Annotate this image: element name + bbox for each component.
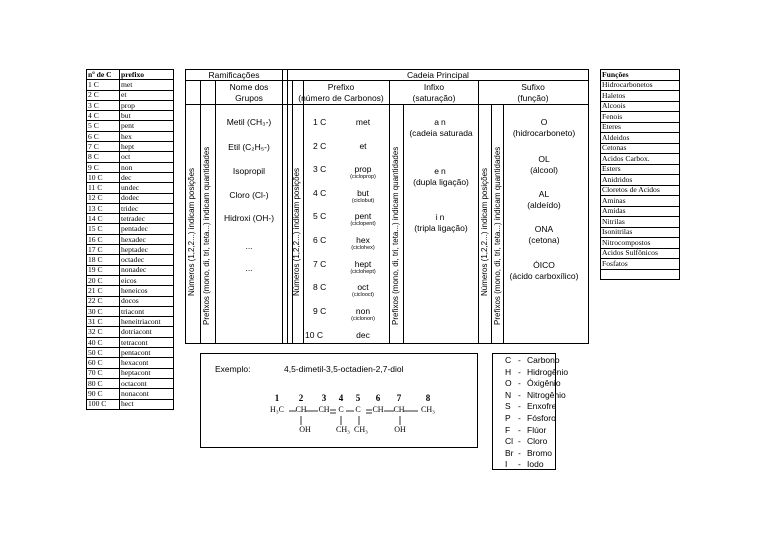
divider — [185, 104, 589, 105]
table-row — [601, 227, 680, 238]
chain-atom: CH — [372, 405, 384, 414]
carbon-number: 3 — [321, 393, 327, 403]
carbon-count-cell: 13 C — [87, 203, 120, 213]
table-row — [87, 286, 174, 296]
function-cell: Nitrilas — [601, 217, 680, 228]
carbon-count-cell: 80 C — [87, 378, 120, 388]
table-row — [601, 217, 680, 228]
prefix-cell: dodec — [120, 193, 174, 203]
table-row — [601, 101, 680, 112]
table-row — [87, 203, 174, 213]
prefix-cell: et — [120, 90, 174, 100]
table-row — [87, 100, 174, 110]
carbon-count-cell: 8 C — [87, 152, 120, 162]
function-cell: Aldeidos — [601, 133, 680, 144]
prefix-cell: tridec — [120, 203, 174, 213]
vertical-note-numeros: Números (1,2,2...) indicam posições — [292, 167, 301, 296]
table-row — [87, 172, 174, 182]
carbon-count-cell: 16 C — [87, 234, 120, 244]
function-cell: Eteres — [601, 122, 680, 133]
chain-atom: CH — [295, 405, 307, 414]
function-cell: Hidrocarbonetos — [601, 80, 680, 91]
carbon-prefix: but — [357, 187, 369, 198]
carbon-count-cell: 10 C — [87, 172, 120, 182]
prefix-cell: dec — [120, 172, 174, 182]
nome-grupos-header: Nome dos — [229, 82, 269, 92]
prefix-cell: eicos — [120, 275, 174, 285]
prefix-cell: pentacont — [120, 348, 174, 358]
element-symbol: O — [505, 378, 512, 389]
chain-atom: H₃C — [270, 405, 284, 414]
prefix-cell: nonacont — [120, 389, 174, 399]
divider — [303, 80, 304, 344]
vertical-note-prefixos: Prefixos (mono, di, tri, teta...) indicam quantidades — [202, 146, 211, 325]
suffix: OL — [538, 154, 550, 164]
function-cell: Alcoois — [601, 101, 680, 112]
group-name: ... — [245, 241, 253, 251]
carbon-count-cell: 6 C — [87, 131, 120, 141]
separator-dash: - — [518, 447, 521, 458]
element-name: Fósforo — [527, 413, 556, 423]
table-row — [601, 133, 680, 144]
table-row — [87, 131, 174, 141]
substituent: CH₃ — [336, 425, 350, 434]
function-cell: Acidos Sulfônicos — [601, 248, 680, 259]
element-symbol: P — [505, 413, 511, 423]
carbon-count-cell: 4 C — [87, 111, 120, 121]
table-row — [87, 348, 174, 358]
group-name: Hidroxi (OH-) — [223, 213, 275, 223]
table-header-row — [87, 70, 174, 80]
function-cell: Amidas — [601, 206, 680, 217]
prefix-cell: prop — [120, 100, 174, 110]
example-compound-name: 4,5-dimetil-3,5-octadien-2,7-diol — [284, 364, 404, 374]
prefix-cell: triacont — [120, 306, 174, 316]
table-row — [601, 164, 680, 175]
cyclo-prefix: (ciclopent) — [350, 221, 376, 228]
table-row — [601, 80, 680, 91]
prefix-cell: heneicos — [120, 286, 174, 296]
table-row — [87, 80, 174, 90]
function-cell: Nitrocompostos — [601, 238, 680, 249]
separator-dash: - — [518, 366, 521, 377]
element-name: Iodo — [527, 459, 544, 470]
carbon-number: 1 — [274, 393, 280, 403]
table-row — [87, 389, 174, 399]
element-symbol: C — [505, 355, 512, 365]
infix: in — [435, 212, 447, 222]
table-row — [87, 265, 174, 275]
function-cell: Cloretos de Acidos — [601, 185, 680, 196]
carbon-number: 2 — [298, 393, 304, 403]
divider — [287, 69, 288, 344]
infixo-header: (saturação) — [412, 93, 456, 103]
divider — [403, 104, 404, 344]
prefix-cell: dotriacont — [120, 327, 174, 337]
table-row — [87, 193, 174, 203]
element-symbol: S — [505, 401, 511, 412]
table-row — [601, 175, 680, 186]
carbon-prefix: pent — [354, 211, 372, 222]
prefix-cell: nonadec — [120, 265, 174, 275]
cyclo-prefix: (ciclooct) — [351, 292, 375, 299]
suffix-desc: (hidrocarboneto) — [512, 128, 576, 138]
divider — [389, 80, 390, 344]
element-name: Enxofre — [527, 401, 557, 412]
function-cell: Isonitrilas — [601, 227, 680, 238]
carbon-prefix-table — [86, 69, 174, 410]
element-symbol: H — [505, 366, 512, 377]
chain-atom: CH — [393, 405, 405, 414]
prefix-cell: tetracont — [120, 337, 174, 347]
infix-desc: (dupla ligação) — [413, 177, 469, 187]
suffix-desc: (cetona) — [528, 235, 560, 245]
suffix: O — [540, 117, 548, 127]
prefix-cell: docos — [120, 296, 174, 306]
carbon-count: 1 C — [313, 117, 327, 127]
table-row — [87, 214, 174, 224]
carbon-count-cell: 50 C — [87, 348, 120, 358]
infix: en — [434, 166, 448, 176]
divider — [282, 69, 283, 344]
table-row — [601, 185, 680, 196]
vertical-note-prefixos: Prefixos (mono, di, tri, teta...) indicam quantidades — [391, 146, 400, 325]
element-name: Flúor — [527, 424, 547, 435]
divider — [200, 80, 201, 344]
carbon-count: 6 C — [313, 235, 327, 245]
prefix-cell: met — [120, 80, 174, 90]
function-cell: Haletos — [601, 91, 680, 102]
carbon-count-cell: 19 C — [87, 265, 120, 275]
separator-dash: - — [518, 355, 521, 365]
column-header-functions: Funções — [601, 70, 680, 81]
prefix-cell: undec — [120, 183, 174, 193]
infix-desc: (cadeia saturada — [409, 128, 473, 138]
vertical-note-numeros: Números (1,2,2...) indicam posições — [480, 167, 489, 296]
carbon-number: 5 — [355, 393, 361, 403]
carbon-count-cell: 70 C — [87, 368, 120, 378]
table-row — [601, 112, 680, 123]
prefix-cell: heptacont — [120, 368, 174, 378]
vertical-note-prefixos: Prefixos (mono, di, tri, teta...) indicam quantidades — [493, 146, 502, 325]
suffix-desc: (álcool) — [530, 165, 558, 175]
example-label: Exemplo: — [215, 364, 251, 374]
carbon-prefix: oct — [357, 282, 369, 293]
element-name: Nitrogênio — [527, 389, 566, 400]
function-cell: Cetonas — [601, 143, 680, 154]
prefix-cell: heneitriacont — [120, 317, 174, 327]
table-row — [87, 121, 174, 131]
carbon-count: 5 C — [313, 211, 327, 222]
prefix-cell: hect — [120, 399, 174, 409]
ramificacoes-title: Ramificações — [208, 70, 260, 80]
carbon-count: 4 C — [313, 187, 327, 198]
carbon-count-cell: 3 C — [87, 100, 120, 110]
suffix-desc: (aldeído) — [527, 200, 561, 210]
substituent: OH — [299, 425, 311, 434]
carbon-count-cell: 40 C — [87, 337, 120, 347]
prefix-cell: hex — [120, 131, 174, 141]
table-row — [87, 162, 174, 172]
functions-table — [600, 69, 680, 280]
infixo-header: Infixo — [423, 82, 445, 92]
prefix-cell: hept — [120, 142, 174, 152]
group-name: Isopropil — [232, 166, 266, 176]
prefixo-header: (número de Carbonos) — [298, 93, 384, 103]
group-name: Etil (C₂H₅-) — [228, 142, 270, 152]
table-row — [87, 378, 174, 388]
table-row — [601, 122, 680, 133]
carbon-count-cell: 14 C — [87, 214, 120, 224]
carbon-count-cell: 9 C — [87, 162, 120, 172]
cyclo-prefix: (ciclohex) — [351, 245, 375, 251]
prefixo-header: Prefixo — [327, 82, 355, 92]
carbon-count-cell: 22 C — [87, 296, 120, 306]
carbon-count: 3 C — [313, 164, 327, 175]
separator-dash: - — [518, 389, 521, 400]
element-symbol: I — [505, 459, 508, 470]
carbon-count: 9 C — [313, 305, 327, 316]
carbon-prefix: dec — [356, 330, 370, 340]
carbon-count-cell: 5 C — [87, 121, 120, 131]
function-cell: Fosfatos — [601, 259, 680, 270]
carbon-number: 4 — [338, 393, 344, 403]
divider — [478, 80, 479, 344]
carbon-count-cell: 32 C — [87, 327, 120, 337]
prefix-cell: pent — [120, 121, 174, 131]
table-row — [601, 259, 680, 270]
prefix-cell: heptadec — [120, 245, 174, 255]
element-name: Cloro — [527, 436, 548, 447]
element-name: Carbono — [527, 355, 560, 365]
column-header-prefix: prefixo — [120, 70, 174, 80]
table-row — [87, 224, 174, 234]
chain-atom: C — [338, 405, 344, 414]
function-cell: Esters — [601, 164, 680, 175]
sufixo-header: (função) — [517, 93, 549, 103]
structural-bonds — [200, 353, 478, 448]
element-name: Bromo — [527, 447, 553, 458]
infix: an — [434, 117, 448, 127]
substituent: CH₃ — [354, 425, 368, 434]
carbon-prefix: hex — [356, 235, 370, 245]
table-row — [87, 275, 174, 285]
element-name: Hidrogênio — [527, 366, 569, 377]
separator-dash: - — [518, 459, 521, 470]
prefix-cell: octacont — [120, 378, 174, 388]
carbon-number: 7 — [396, 393, 402, 403]
table-row — [87, 327, 174, 337]
carbon-count-cell: 30 C — [87, 306, 120, 316]
table-row — [87, 368, 174, 378]
table-row — [601, 238, 680, 249]
suffix: ÓICO — [533, 260, 555, 270]
carbon-count-cell: 12 C — [87, 193, 120, 203]
element-symbol: F — [505, 424, 511, 435]
carbon-count: 7 C — [313, 258, 327, 269]
function-cell: Anidridos — [601, 175, 680, 186]
table-header-row — [601, 70, 680, 81]
group-name: Metil (CH₃-) — [226, 117, 272, 127]
function-cell — [601, 269, 680, 280]
element-name: Óxigênio — [527, 378, 561, 389]
separator-dash: - — [518, 401, 521, 412]
prefix-cell: non — [120, 162, 174, 172]
carbon-count-cell: 18 C — [87, 255, 120, 265]
table-row — [87, 306, 174, 316]
carbon-prefix: prop — [354, 164, 372, 175]
carbon-prefix: et — [359, 140, 367, 151]
carbon-count-cell: 2 C — [87, 90, 120, 100]
carbon-prefix: non — [355, 305, 371, 316]
table-row — [87, 255, 174, 265]
table-row — [87, 183, 174, 193]
suffix: ONA — [534, 224, 554, 234]
table-row — [87, 152, 174, 162]
sufixo-header: Sufixo — [521, 82, 545, 92]
table-row — [601, 248, 680, 259]
substituent: OH — [394, 425, 406, 434]
table-row — [87, 358, 174, 368]
divider — [215, 80, 216, 344]
prefix-cell: octadec — [120, 255, 174, 265]
table-row — [601, 154, 680, 165]
carbon-count-cell: 11 C — [87, 183, 120, 193]
separator-dash: - — [518, 436, 521, 447]
table-row — [87, 234, 174, 244]
carbon-count: 10 C — [305, 330, 323, 340]
carbon-count-cell: 1 C — [87, 80, 120, 90]
carbon-count: 2 C — [313, 140, 327, 151]
table-row — [87, 296, 174, 306]
cyclo-prefix: (ciclonon) — [351, 315, 375, 322]
carbon-count-cell: 31 C — [87, 317, 120, 327]
prefix-cell: tetradec — [120, 214, 174, 224]
separator-dash: - — [518, 378, 521, 389]
table-row — [87, 245, 174, 255]
chain-atom: C — [355, 405, 361, 414]
carbon-count-cell: 20 C — [87, 275, 120, 285]
carbon-count-cell: 60 C — [87, 358, 120, 368]
carbon-count: 8 C — [313, 282, 327, 293]
function-cell: Acidos Carbox. — [601, 154, 680, 165]
table-row — [601, 269, 680, 280]
prefix-cell: but — [120, 111, 174, 121]
table-row — [601, 196, 680, 207]
chain-atom: CH — [318, 405, 330, 414]
carbon-count-cell: 17 C — [87, 245, 120, 255]
carbon-prefix: met — [355, 117, 371, 127]
table-row — [87, 399, 174, 409]
infix-desc: (tripla ligação) — [414, 223, 468, 233]
separator-dash: - — [518, 413, 521, 423]
carbon-count-cell: 100 C — [87, 399, 120, 409]
table-row — [601, 91, 680, 102]
carbon-number: 6 — [375, 393, 381, 403]
column-header-carbons: nº de C — [87, 70, 120, 80]
chain-atom: CH₃ — [421, 405, 435, 414]
suffix: AL — [538, 189, 550, 199]
group-name: ... — [245, 263, 253, 273]
prefix-cell: hexacont — [120, 358, 174, 368]
carbon-count-cell: 15 C — [87, 224, 120, 234]
element-symbol: N — [505, 389, 512, 400]
group-name: Cloro (Cl-) — [229, 190, 269, 200]
cyclo-prefix: (ciclobut) — [351, 197, 375, 204]
carbon-count-cell: 90 C — [87, 389, 120, 399]
table-row — [87, 317, 174, 327]
prefix-cell: hexadec — [120, 234, 174, 244]
element-symbol: Br — [505, 447, 514, 458]
element-symbol: Cl — [505, 436, 514, 447]
divider — [503, 104, 504, 344]
table-row — [87, 142, 174, 152]
carbon-number: 8 — [425, 393, 431, 403]
prefix-cell: oct — [120, 152, 174, 162]
function-cell: Fenois — [601, 112, 680, 123]
cyclo-prefix: (ciclohept) — [350, 268, 376, 275]
carbon-prefix: hept — [354, 258, 372, 269]
cyclo-prefix: (cicloprop) — [350, 174, 376, 181]
table-row — [87, 90, 174, 100]
divider — [491, 104, 492, 344]
function-cell: Aminas — [601, 196, 680, 207]
vertical-note-numeros: Números (1,2,2...) indicam posições — [187, 167, 196, 296]
cadeia-principal-title: Cadeia Principal — [407, 70, 469, 80]
table-row — [87, 337, 174, 347]
nome-grupos-header: Grupos — [235, 93, 263, 103]
prefix-cell: pentadec — [120, 224, 174, 234]
divider — [185, 80, 589, 81]
table-row — [87, 111, 174, 121]
separator-dash: - — [518, 424, 521, 435]
carbon-count-cell: 21 C — [87, 286, 120, 296]
suffix-desc: (ácido carboxílico) — [509, 271, 579, 281]
table-row — [601, 206, 680, 217]
table-row — [601, 143, 680, 154]
carbon-count-cell: 7 C — [87, 142, 120, 152]
